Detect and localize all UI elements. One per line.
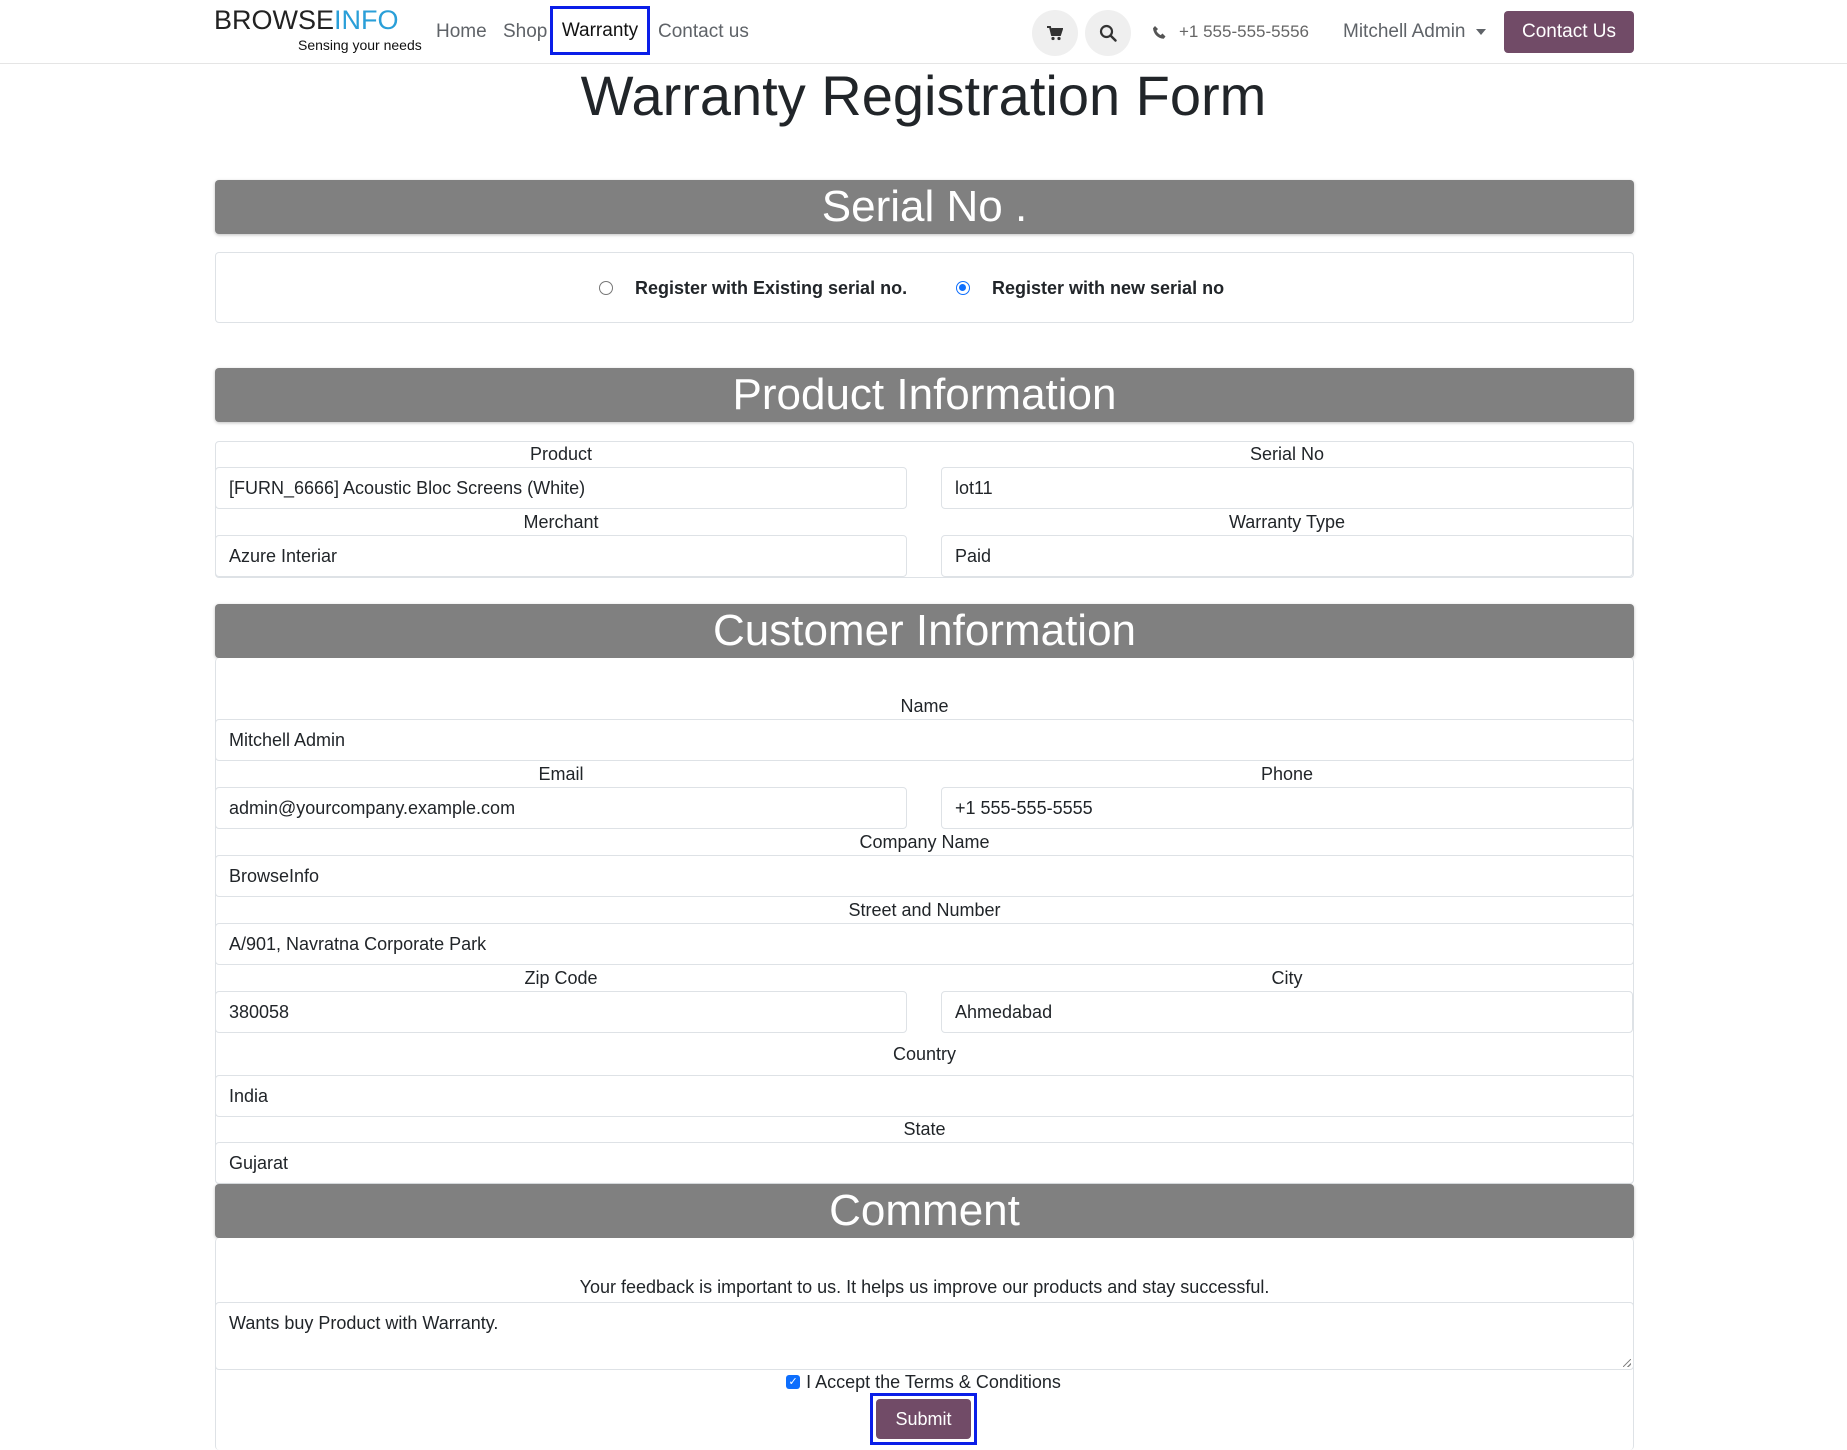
radio-existing-serial-label: Register with Existing serial no. bbox=[635, 277, 908, 298]
warranty-type-label: Warranty Type bbox=[1228, 512, 1346, 532]
submit-button[interactable]: Submit bbox=[876, 1399, 971, 1439]
radio-new-serial[interactable] bbox=[956, 253, 1224, 323]
phone-field[interactable]: +1 555-555-5555 bbox=[941, 787, 1633, 829]
state-label: State bbox=[903, 1119, 946, 1139]
cart-icon bbox=[1047, 26, 1063, 41]
logo-text-light: INFO bbox=[334, 5, 399, 35]
user-name: Mitchell Admin bbox=[1343, 21, 1466, 42]
country-select[interactable]: India bbox=[215, 1075, 1634, 1117]
name-label: Name bbox=[900, 696, 949, 716]
radio-new-serial-label: Register with new serial no bbox=[992, 277, 1225, 298]
email-field[interactable]: admin@yourcompany.example.com bbox=[215, 787, 907, 829]
nav-shop-link[interactable]: Shop bbox=[503, 21, 548, 42]
street-label: Street and Number bbox=[848, 900, 1001, 920]
product-label: Product bbox=[529, 444, 593, 464]
radio-new-serial-control[interactable] bbox=[956, 281, 970, 295]
phone-label: Phone bbox=[1260, 764, 1314, 784]
terms-row bbox=[0, 1370, 1847, 1394]
zip-code-field[interactable]: 380058 bbox=[215, 991, 907, 1033]
customer-section-header: Customer Information bbox=[215, 604, 1634, 658]
nav-warranty-link[interactable]: Warranty bbox=[550, 6, 650, 55]
search-icon bbox=[1099, 24, 1117, 42]
top-navbar bbox=[0, 0, 1847, 64]
warranty-type-field[interactable]: Paid bbox=[941, 535, 1633, 577]
email-label: Email bbox=[538, 764, 584, 784]
product-field[interactable]: [FURN_6666] Acoustic Bloc Screens (White) bbox=[215, 467, 907, 509]
comment-text: Wants buy Product with Warranty. bbox=[229, 1313, 499, 1333]
merchant-field[interactable]: Azure Interiar bbox=[215, 535, 907, 577]
page-title: Warranty Registration Form bbox=[580, 64, 1267, 127]
zip-code-label: Zip Code bbox=[524, 968, 598, 988]
search-button[interactable] bbox=[1085, 10, 1131, 56]
state-select[interactable]: Gujarat bbox=[215, 1142, 1634, 1184]
feedback-hint: Your feedback is important to us. It helps us improve our products and stay successful. bbox=[579, 1277, 1270, 1297]
phone-icon bbox=[1152, 25, 1167, 40]
resize-handle-icon[interactable] bbox=[1623, 1359, 1631, 1367]
city-label: City bbox=[1271, 968, 1303, 988]
company-name-field[interactable]: BrowseInfo bbox=[215, 855, 1634, 897]
radio-existing-serial-control[interactable] bbox=[599, 281, 613, 295]
city-field[interactable]: Ahmedabad bbox=[941, 991, 1633, 1033]
browseinfo-logo[interactable] bbox=[214, 5, 422, 56]
nav-home-link[interactable]: Home bbox=[436, 21, 487, 42]
cart-button[interactable] bbox=[1032, 10, 1078, 56]
name-field[interactable]: Mitchell Admin bbox=[215, 719, 1634, 761]
serial-no-field[interactable]: lot11 bbox=[941, 467, 1633, 509]
contact-us-button[interactable]: Contact Us bbox=[1504, 11, 1634, 53]
terms-label: I Accept the Terms & Conditions bbox=[806, 1371, 1061, 1392]
terms-checkbox[interactable]: ✓ bbox=[786, 1375, 800, 1389]
merchant-label: Merchant bbox=[523, 512, 599, 532]
product-section-header: Product Information bbox=[215, 368, 1634, 422]
phone-number: +1 555-555-5556 bbox=[1179, 22, 1309, 41]
logo-text-dark: BROWSE bbox=[214, 5, 335, 35]
serial-section-header: Serial No . bbox=[215, 180, 1634, 234]
nav-contact-link[interactable]: Contact us bbox=[658, 21, 749, 42]
radio-existing-serial[interactable] bbox=[599, 253, 907, 323]
serial-option-box bbox=[215, 252, 1634, 323]
logo-tagline: Sensing your needs bbox=[298, 37, 422, 53]
submit-button-highlight bbox=[870, 1393, 977, 1445]
phone-contact[interactable] bbox=[1152, 0, 1309, 64]
country-label: Country bbox=[892, 1044, 957, 1064]
serial-no-label: Serial No bbox=[1249, 444, 1325, 464]
comment-textarea[interactable] bbox=[215, 1302, 1634, 1370]
street-field[interactable]: A/901, Navratna Corporate Park bbox=[215, 923, 1634, 965]
chevron-down-icon bbox=[1476, 29, 1486, 35]
company-name-label: Company Name bbox=[859, 832, 990, 852]
user-menu-dropdown[interactable] bbox=[1343, 0, 1486, 64]
comment-section-header: Comment bbox=[215, 1184, 1634, 1238]
